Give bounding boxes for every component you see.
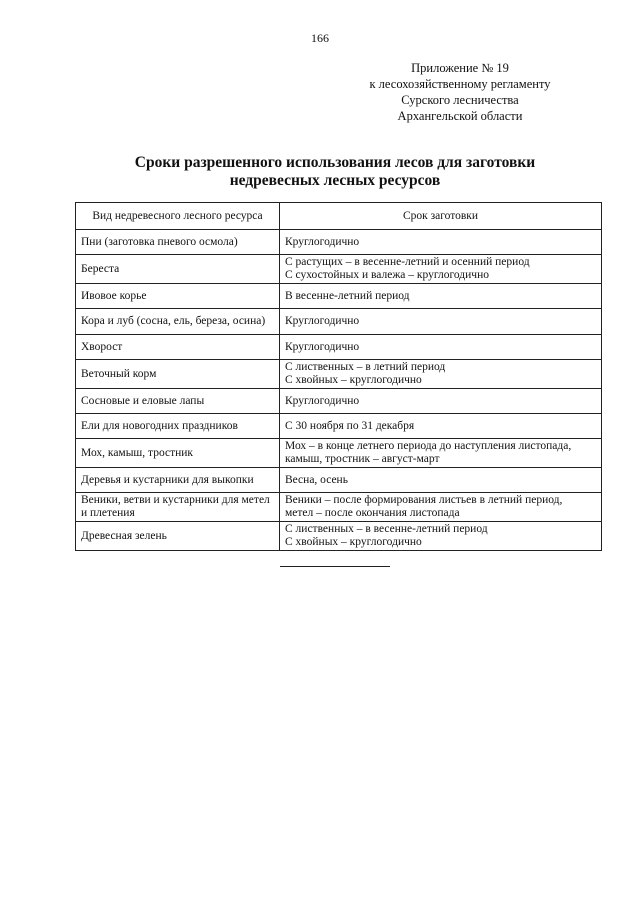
title-line: недревесных лесных ресурсов bbox=[229, 172, 441, 189]
resource-cell: Веники, ветви и кустарники для метел и плетения bbox=[76, 493, 280, 522]
page-number: 166 bbox=[311, 31, 329, 45]
term-line: Мох – в конце летнего периода до наступления листопада, bbox=[285, 440, 572, 452]
term-line: метел – после окончания листопада bbox=[285, 507, 460, 519]
resource-cell: Хворост bbox=[76, 335, 280, 360]
table-row bbox=[76, 522, 602, 551]
table-row bbox=[76, 389, 602, 414]
resource-cell: Мох, камыш, тростник bbox=[76, 439, 280, 468]
column-header-resource: Вид недревесного лесного ресурса bbox=[76, 203, 280, 230]
term-cell bbox=[280, 389, 602, 414]
appendix-line: Сурского лесничества bbox=[401, 93, 519, 107]
term-cell bbox=[280, 335, 602, 360]
term-cell bbox=[280, 230, 602, 255]
term-line: Круглогодично bbox=[285, 394, 360, 407]
resource-cell: Деревья и кустарники для выкопки bbox=[76, 468, 280, 493]
resource-cell: Сосновые и еловые лапы bbox=[76, 389, 280, 414]
table-row bbox=[76, 360, 602, 389]
term-line: Веники – после формирования листьев в летний период, bbox=[285, 494, 563, 506]
table-row bbox=[76, 230, 602, 255]
table-header-row bbox=[76, 203, 602, 230]
term-line: камыш, тростник – август-март bbox=[285, 453, 440, 465]
resource-cell: Пни (заготовка пневого осмола) bbox=[76, 230, 280, 255]
term-line: Весна, осень bbox=[285, 473, 348, 486]
table-row bbox=[76, 439, 602, 468]
term-cell bbox=[280, 414, 602, 439]
resource-cell: Веточный корм bbox=[76, 360, 280, 389]
term-line: С лиственных – в весенне-летний период bbox=[285, 523, 488, 535]
appendix-caption bbox=[330, 60, 590, 124]
table-row bbox=[76, 414, 602, 439]
resource-cell: Кора и луб (сосна, ель, береза, осина) bbox=[76, 309, 280, 335]
term-line: С растущих – в весенне-летний и осенний период bbox=[285, 256, 530, 268]
term-cell bbox=[280, 493, 602, 522]
term-line: Круглогодично bbox=[285, 315, 360, 327]
term-cell bbox=[280, 284, 602, 309]
term-cell bbox=[280, 309, 602, 335]
closing-rule bbox=[280, 566, 390, 567]
term-cell bbox=[280, 360, 602, 389]
term-line: С хвойных – круглогодично bbox=[285, 374, 422, 386]
table-row bbox=[76, 493, 602, 522]
term-line: Круглогодично bbox=[285, 235, 360, 248]
resource-cell: Ивовое корье bbox=[76, 284, 280, 309]
term-line: С хвойных – круглогодично bbox=[285, 536, 422, 548]
term-line: С лиственных – в летний период bbox=[285, 361, 446, 373]
term-line: С сухостойных и валежа – круглогодично bbox=[285, 269, 489, 281]
appendix-line: Приложение № 19 bbox=[411, 61, 509, 75]
term-line: С 30 ноября по 31 декабря bbox=[285, 419, 415, 432]
title-line: Сроки разрешенного использования лесов для заготовки bbox=[134, 154, 536, 171]
document-title bbox=[60, 154, 610, 190]
table-row bbox=[76, 284, 602, 309]
appendix-line: Архангельской области bbox=[397, 109, 523, 123]
term-cell bbox=[280, 522, 602, 551]
resource-cell: Ели для новогодних праздников bbox=[76, 414, 280, 439]
term-cell bbox=[280, 255, 602, 284]
table-row bbox=[76, 335, 602, 360]
table-row bbox=[76, 309, 602, 335]
table-row bbox=[76, 255, 602, 284]
column-header-term: Срок заготовки bbox=[280, 203, 602, 230]
term-cell bbox=[280, 468, 602, 493]
term-line: Круглогодично bbox=[285, 340, 360, 353]
resource-cell: Береста bbox=[76, 255, 280, 284]
resource-cell: Древесная зелень bbox=[76, 522, 280, 551]
term-line: В весенне-летний период bbox=[285, 289, 410, 302]
term-cell bbox=[280, 439, 602, 468]
table-row bbox=[76, 468, 602, 493]
harvest-terms-table bbox=[75, 202, 602, 551]
appendix-line: к лесохозяйственному регламенту bbox=[369, 77, 551, 91]
